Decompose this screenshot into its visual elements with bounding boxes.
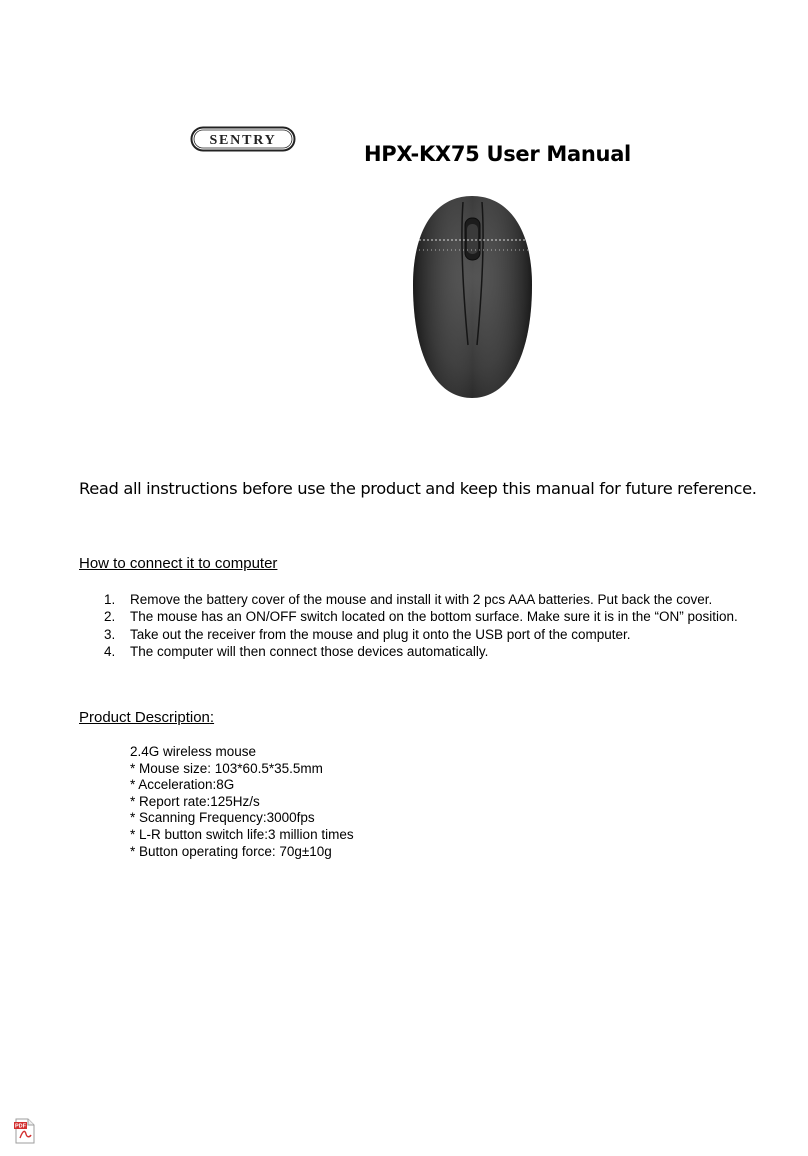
logo-text: SENTRY [209, 133, 277, 148]
intro-text: Read all instructions before use the product and keep this manual for future reference. [79, 479, 757, 498]
spec-line: * Report rate:125Hz/s [130, 793, 260, 809]
pdf-icon-label: PDF [15, 1123, 26, 1130]
spec-line: * Mouse size: 103*60.5*35.5mm [130, 760, 323, 776]
list-item [104, 591, 738, 608]
description-heading-colon: : [209, 709, 215, 726]
step-number: 1. [104, 592, 116, 607]
list-item [104, 643, 738, 660]
spec-line: 2.4G wireless mouse [130, 744, 257, 759]
step-number: 4. [104, 643, 116, 659]
step-text: Remove the battery cover of the mouse and install it with 2 pcs AAA batteries. Put back the cover. [130, 592, 713, 607]
document-title: HPX-KX75 User Manual [364, 142, 631, 166]
step-text: The computer will then connect those devices automatically. [130, 643, 489, 659]
product-specs [130, 744, 354, 860]
wireless-mouse-image [405, 190, 540, 405]
spec-line: * L-R button switch life:3 million times [130, 826, 354, 842]
spec-line: * Scanning Frequency:3000fps [130, 810, 315, 826]
step-text: The mouse has an ON/OFF switch located on the bottom surface. Make sure it is in the “ON” position. [130, 609, 738, 625]
sentry-logo [190, 126, 296, 152]
sentry-logo-badge [190, 126, 296, 152]
connect-steps-list [104, 591, 738, 660]
list-item [104, 626, 738, 643]
spec-line: * Button operating force: 70g±10g [130, 843, 332, 859]
connect-heading: How to connect it to computer [79, 555, 278, 572]
spec-line: * Acceleration:8G [130, 777, 235, 793]
step-text: Take out the receiver from the mouse and plug it onto the USB port of the computer. [130, 626, 631, 642]
description-heading-text: Product Description [79, 709, 210, 726]
step-number: 3. [104, 626, 116, 642]
list-item [104, 608, 738, 625]
description-heading [79, 709, 214, 726]
pdf-file-icon [14, 1118, 36, 1144]
step-number: 2. [104, 609, 116, 625]
